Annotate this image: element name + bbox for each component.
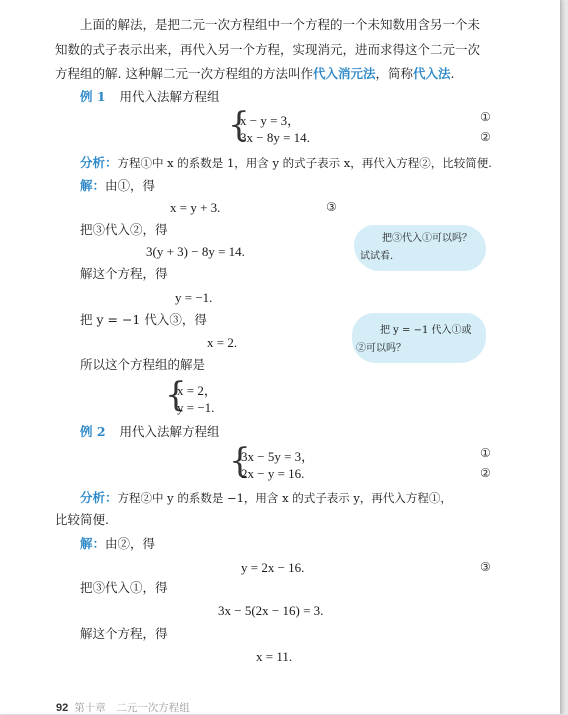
thought-bubble-1 [354,225,486,271]
example-2-equation-1: 3x − 5y = 3， [241,449,315,464]
equation-tag-3: ③ [326,200,337,214]
example-2-title: 用代入法解方程组 [119,424,220,439]
bubble-2-line-2: ②可以吗？ [356,343,406,354]
solution-label-2: 解： [80,536,106,551]
intro-line-3-text: 方程组的解. 这种解二元一次方程组的方法叫作 [55,66,313,81]
example-1-step-3: 解这个方程，得 [80,266,168,281]
example-2-solution-start [80,536,155,552]
example-1-equation-4: 3(y + 3) − 8y = 14. [146,244,245,259]
page-number: 92 [56,702,69,714]
example-2-label: 例 2 [80,424,106,439]
term-substitution-elimination: 代入消元法 [312,66,376,81]
example-2-equation-3: y = 2x − 16. [241,560,305,575]
example-1-equation-5: y = −1. [175,290,213,305]
analysis-text-2: 方程②中 y 的系数是 −1，用含 x 的式子表示 y，再代入方程①， [117,491,452,505]
equation-tag-1: ① [480,110,491,124]
example-1-equation-2: 3x − 8y = 14. [240,130,310,145]
intro-line-1: 上面的解法，是把二元一次方程组中一个方程的一个未知数用含另一个未 [80,17,481,32]
intro-line-3-text-2: ，简称 [375,66,413,81]
answer-y: y = −1. [177,400,215,415]
analysis-label: 分析： [80,155,118,170]
analysis-label-2: 分析： [80,490,118,505]
example-1-equation-1: x − y = 3， [240,113,301,128]
system-brace-2: { [229,441,251,481]
example-1-solution-start [80,178,155,194]
example-2-heading [80,424,220,440]
solution-step-text: 由①，得 [105,178,156,193]
equation-tag-1b: ① [480,446,491,460]
bubble-1-line-1: 把③代入①可以吗？ [382,233,472,244]
example-2-equation-5: x = 11. [256,649,293,664]
example-2-analysis-cont: 比较简便. [55,512,109,527]
intro-line-2: 知数的式子表示出来，再代入另一个方程，实现消元，进而求得这个二元一次 [55,42,481,57]
bubble-2-line-1: 把 y = −1 代入①或 [380,325,472,336]
example-1-step-4: 把 y = −1 代入③，得 [80,312,207,327]
equation-tag-3b: ③ [480,560,491,574]
answer-x: x = 2， [177,383,217,398]
bubble-1-line-2: 试试看. [360,251,394,262]
thought-bubble-2 [352,313,486,363]
analysis-text: 方程①中 x 的系数是 1，用含 y 的式子表示 x，再代入方程②，比较简便. [117,156,492,170]
term-substitution-method: 代入法 [412,66,451,81]
intro-line-3-period: . [450,66,455,81]
example-2-step-2: 把③代入①，得 [80,580,168,595]
example-1-equation-6: x = 2. [207,335,238,350]
example-1-analysis [80,155,492,171]
chapter-title: 第十章 二元一次方程组 [74,702,190,714]
example-1-heading [80,89,220,105]
system-brace: { [228,105,250,145]
answer-brace: { [165,375,187,415]
example-2-step-3: 解这个方程，得 [80,626,168,641]
example-1-step-5: 所以这个方程组的解是 [80,357,206,372]
example-1-step-2: 把③代入②，得 [80,222,168,237]
example-1-title: 用代入法解方程组 [119,89,220,104]
equation-tag-2b: ② [480,466,491,480]
example-2-equation-4: 3x − 5(2x − 16) = 3. [218,603,324,618]
solution-step-text-2: 由②，得 [105,536,156,551]
solution-label: 解： [80,178,106,193]
equation-tag-2: ② [480,130,491,144]
page-footer [56,700,190,715]
example-1-label: 例 1 [80,89,106,104]
example-2-analysis [80,490,452,506]
intro-line-3 [55,66,454,82]
example-1-equation-3: x = y + 3. [170,200,221,215]
example-2-equation-2: 2x − y = 16. [241,466,305,481]
